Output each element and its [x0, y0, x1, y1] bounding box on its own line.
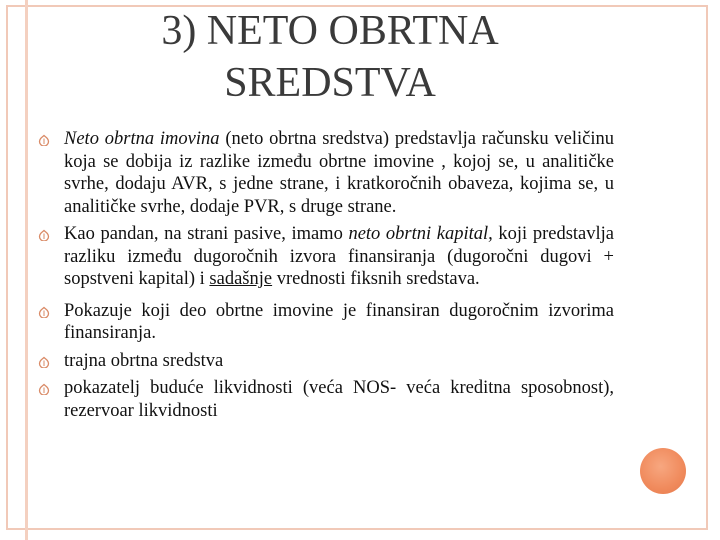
bullet-item	[38, 377, 614, 422]
bullet-2-italic-term: neto obrtni kapital,	[348, 224, 493, 244]
left-decorative-rule	[25, 0, 28, 540]
check-bullet-icon	[38, 229, 50, 241]
title-line-1: 3) NETO OBRTNA	[161, 8, 499, 54]
bullet-item	[38, 350, 614, 373]
check-bullet-icon	[38, 383, 50, 395]
bullet-4-text: trajna obrtna sredstva	[64, 350, 224, 371]
slide-title	[90, 5, 570, 109]
bullet-5-text: pokazatelj buduće likvidnosti (veća NOS- veća kreditna sposobnost), rezervoar likvidnosti	[64, 378, 614, 421]
bullet-item	[38, 300, 614, 345]
bullet-3-text: Pokazuje koji deo obrtne imovine je finansiran dugoročnim izvorima finansiranja.	[64, 300, 614, 343]
bullet-2-text-c: vrednosti fiksnih sredstava.	[272, 269, 480, 289]
check-bullet-icon	[38, 134, 50, 146]
bullet-item	[38, 128, 614, 218]
check-bullet-icon	[38, 356, 50, 368]
title-line-2: SREDSTVA	[224, 60, 436, 106]
bullet-2-underlined-word: sadašnje	[209, 269, 273, 289]
bullet-1-italic-term: Neto obrtna imovina	[64, 129, 220, 149]
bullet-list	[38, 128, 614, 427]
bullet-2-text-b: koji predstavlja razliku između dugoročnih izvora finansiranja (dugoročni dugovi + sopstveni kapital) i	[64, 224, 614, 289]
check-bullet-icon	[38, 306, 50, 318]
bullet-item	[38, 223, 614, 291]
decorative-orb	[640, 448, 686, 494]
bullet-2-text-a: Kao pandan, na strani pasive, imamo	[64, 224, 349, 244]
bullet-1-text: (neto obrtna sredstva) predstavlja računsku veličinu koja se dobija iz razlike između obrtne imovine , kojoj se, u analitičke svrhe, dodaju AVR, s jedne strane, i kratkoročnih obaveza, kojima se, u analitičke svrhe, dodaje PVR, s druge strane.	[64, 129, 614, 217]
